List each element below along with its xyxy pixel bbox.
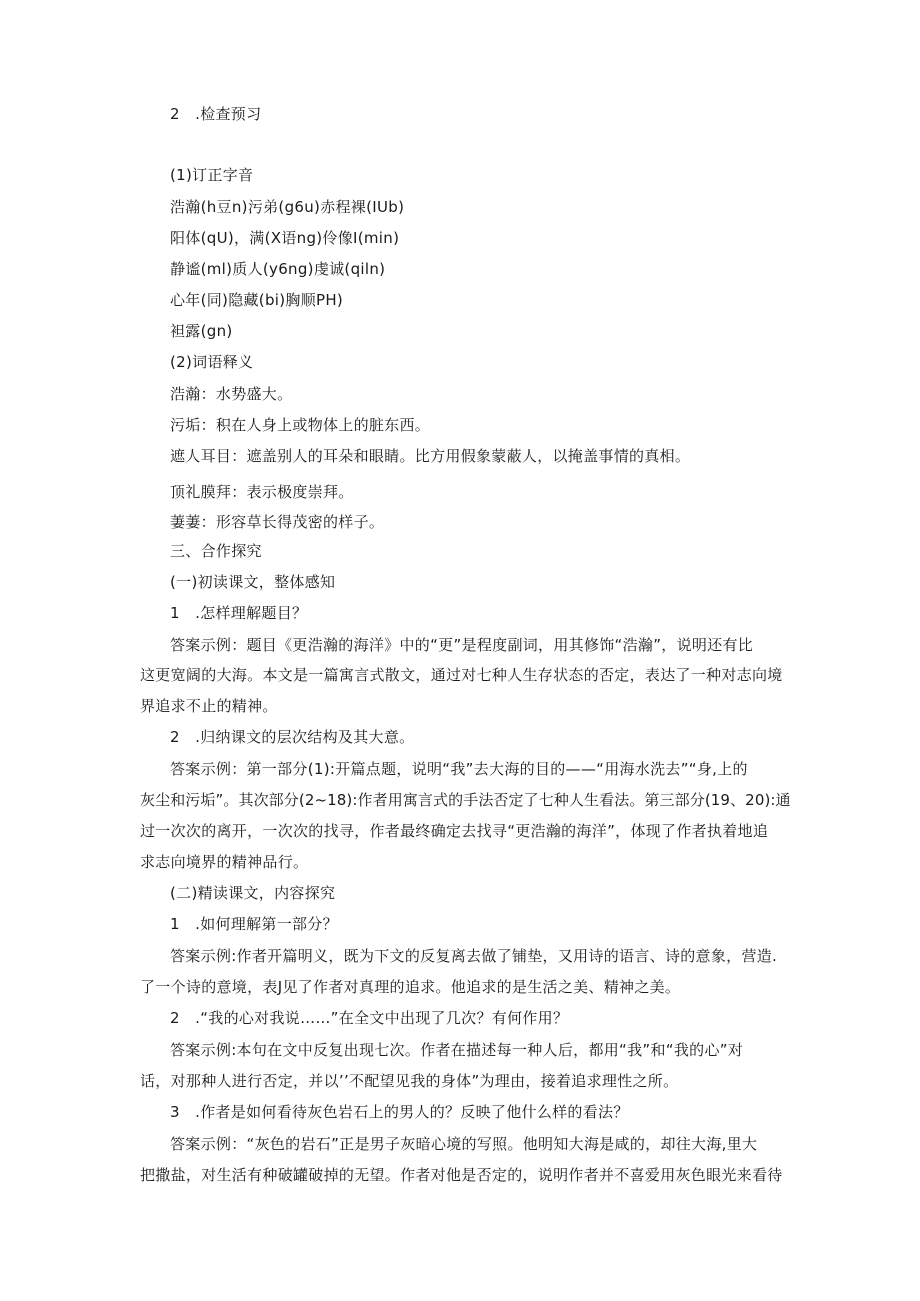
pronunciation-line-5: 袒露(gn)	[170, 322, 233, 340]
vocab-dingli: 顶礼膜拜：表示极度崇拜。	[170, 483, 354, 501]
pronunciation-line-1: 浩瀚(h豆n)污弟(g6u)赤程裸(IUb)	[170, 198, 405, 216]
section-heading-3: 三、合作探究	[170, 542, 262, 560]
answer-4-line-2: 话，对那种人进行否定，并以’’不配望见我的身体”为理由，接着追求理性之所。	[140, 1072, 679, 1090]
subsection-first-reading: (一)初读课文，整体感知	[170, 573, 336, 591]
answer-2-line-3: 过一次次的离开，一次次的找寻，作者最终确定去找寻“更浩瀚的海洋”，体现了作者执着地追	[140, 822, 769, 840]
pronunciation-line-3: 静谧(ml)质人(y6ng)虔诚(qiln)	[170, 260, 386, 278]
subheading-vocabulary: (2)词语释义	[170, 353, 254, 371]
question-1-title: 1 .怎样理解题目？	[170, 604, 308, 622]
answer-5-line-2: 把撒盐，对生活有种破罐破掉的无望。作者对他是否定的，说明作者并不喜爱用灰色眼光来看待	[140, 1166, 783, 1184]
answer-5-line-1: 答案示例：“灰色的岩石”正是男子灰暗心境的写照。他明知大海是咸的，却往大海,里大	[170, 1135, 758, 1153]
answer-2-line-4: 求志向境界的精神品行。	[140, 853, 309, 871]
question-2-title: 2 .归纳课文的层次结构及其大意。	[170, 728, 415, 746]
answer-2-line-1: 答案示例：第一部分(1):开篇点题，说明“我”去大海的目的——“用海水洗去”“身,上的	[170, 760, 748, 778]
heading-check-preview: 2 .检查预习	[170, 105, 262, 123]
answer-2-line-2: 灰尘和污垢”。其次部分(2~18):作者用寓言式的手法否定了七种人生看法。第三部分(19、20):通	[140, 791, 791, 809]
question-5-title: 3 .作者是如何看待灰色岩石上的男人的？反映了他什么样的看法？	[170, 1103, 629, 1121]
answer-3-line-1: 答案示例:作者开篇明义，既为下文的反复离去做了铺垫，又用诗的语言、诗的意象，营造.	[170, 947, 778, 965]
vocab-haohan: 浩瀚：水势盛大。	[170, 385, 293, 403]
answer-4-line-1: 答案示例:本句在文中反复出现七次。作者在描述每一种人后，都用“我”和“我的心”对	[170, 1041, 744, 1059]
pronunciation-line-2: 阳体(qU)，满(X语ng)伶像I(min)	[170, 229, 400, 247]
vocab-qiqi: 萋萋：形容草长得茂密的样子。	[170, 513, 385, 531]
subheading-pronunciation: (1)订正字音	[170, 166, 254, 184]
question-4-title: 2 .“我的心对我说……”在全文中出现了几次？有何作用？	[170, 1009, 569, 1027]
vocab-zheren: 遮人耳目：遮盖别人的耳朵和眼睛。比方用假象蒙蔽人，以掩盖事情的真相。	[170, 447, 691, 465]
vocab-wugou: 污垢：积在人身上或物体上的脏东西。	[170, 416, 431, 434]
question-3-title: 1 .如何理解第一部分？	[170, 915, 338, 933]
answer-1-line-3: 界追求不止的精神。	[140, 697, 278, 715]
answer-3-line-2: 了一个诗的意境，表J见了作者对真理的追求。他追求的是生活之美、精神之美。	[140, 978, 681, 996]
answer-1-line-2: 这更宽阔的大海。本文是一篇寓言式散文，通过对七种人生存状态的否定，表达了一种对志向境	[140, 666, 783, 684]
pronunciation-line-4: 心年(同)隐藏(bi)胸顺PH)	[170, 291, 344, 309]
answer-1-line-1: 答案示例：题目《更浩瀚的海洋》中的“更”是程度副词，用其修饰“浩瀚”，说明还有比	[170, 636, 754, 654]
subsection-close-reading: (二)精读课文，内容探究	[170, 884, 336, 902]
